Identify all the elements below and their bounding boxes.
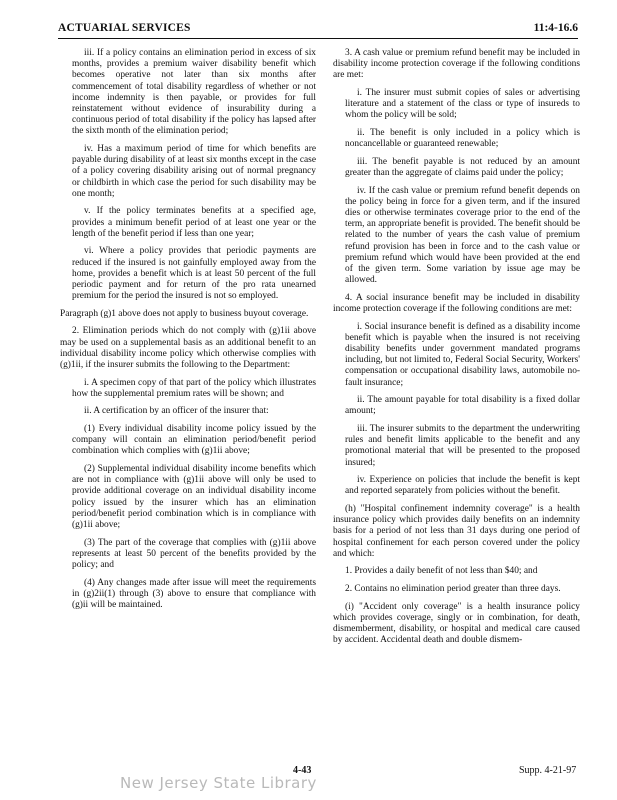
paragraph-g4ii: ii. The amount payable for total disability is a fixed dollar amount; xyxy=(345,395,580,417)
paragraph-g3i: i. The insurer must submit copies of sales or advertising literature and a statement of the class or type of insureds to whom the policy will be sold; xyxy=(345,88,580,121)
library-watermark: New Jersey State Library xyxy=(120,774,317,792)
header-section-number: 11:4-16.6 xyxy=(533,22,578,34)
paragraph-g1-note: Paragraph (g)1 above does not apply to business buyout coverage. xyxy=(60,308,309,319)
paragraph-g4i: i. Social insurance benefit is defined as a disability income benefit which is payable when the insured is not receiving disability benefits under government mandated programs including, but not limited to, Federal Social Security, Workers' compensation or occupational disability laws, automobile no-fault insurance; xyxy=(345,321,580,388)
paragraph-g2ii-4: (4) Any changes made after issue will meet the requirements in (g)2ii(1) through (3) above to ensure that compliance with (g)ii will be maintained. xyxy=(72,577,316,611)
paragraph-g4iii: iii. The insurer submits to the department the underwriting rules and benefit limits applicable to the benefit and any promotional material that will be presented to the proposed insured; xyxy=(345,424,580,468)
paragraph-g2ii-1: (1) Every individual disability income policy issued by the company will contain an elimination period/benefit period combination which complies with (g)1ii above; xyxy=(72,424,316,457)
paragraph-g3iv: iv. If the cash value or premium refund benefit depends on the policy being in force for a given term, and if the insured dies or otherwise terminates coverage prior to the end of the term, an appropriate benefit is provided. The benefit should be related to the number of years the cash value of premium refund provision has been in force and to the cash value or premium refund which would have been provided at the end of the given term. Some variation by issue age may be allowed. xyxy=(345,185,580,286)
paragraph-g1vi: vi. Where a policy provides that periodic payments are reduced if the insured is not gainfully employed away from the home, provides a benefit which is at least 50 percent of the full periodic payment and for return of the pro rata unearned premium for the period the insured is not so employed. xyxy=(72,246,316,302)
left-column xyxy=(60,48,316,618)
paragraph-i: (i) "Accident only coverage" is a health insurance policy which provides coverage, singly or in combination, for death, dismemberment, disability, or hospital and medical care caused by accident. Accidental death and double dismem- xyxy=(333,601,580,646)
paragraph-g2ii: ii. A certification by an officer of the insurer that: xyxy=(84,406,269,417)
paragraph-g3: 3. A cash value or premium refund benefit may be included in disability income protection coverage if the following conditions are met: xyxy=(333,48,580,81)
paragraph-g4: 4. A social insurance benefit may be included in disability income protection coverage if the following conditions are met: xyxy=(333,292,580,315)
paragraph-g1iii: iii. If a policy contains an elimination period in excess of six months, provides a premium waiver disability benefit which becomes operative not later than six months after commencement of total disability regardless of whether or not income indemnity is then payable, or provides for full reinstatement without evidence of insurability during a continuous period of total disability if the policy has lapsed after the sixth month of the elimination period; xyxy=(72,48,316,137)
paragraph-h: (h) "Hospital confinement indemnity coverage" is a health insurance policy which provides daily benefits on an indemnity basis for a period of not less than 31 days during one period of hospital confinement for each person covered under the policy and which: xyxy=(333,504,580,559)
paragraph-g4iv: iv. Experience on policies that include the benefit is kept and reported separately from policies without the benefit. xyxy=(345,475,580,497)
paragraph-h1: 1. Provides a daily benefit of not less than $40; and xyxy=(345,566,538,577)
page-number: 4-43 xyxy=(293,765,312,776)
paragraph-g3iii: iii. The benefit payable is not reduced by an amount greater than the aggregate of claims paid under the policy; xyxy=(345,156,580,178)
paragraph-g2ii-3: (3) The part of the coverage that complies with (g)1ii above represents at least 50 percent of the benefits provided by the policy; and xyxy=(72,537,316,571)
paragraph-g2: 2. Elimination periods which do not comply with (g)1ii above may be used on a supplemental basis as an additional benefit to an individual disability income policy which otherwise complies with (g)1ii, if the insurer submits the following to the Department: xyxy=(60,326,316,371)
paragraph-g1iv: iv. Has a maximum period of time for which benefits are payable during disability of at least six months except in the case of a policy covering disability arising out of normal pregnancy or childbirth in which case the period for such disability may be one month; xyxy=(72,144,316,199)
paragraph-h2: 2. Contains no elimination period greater than three days. xyxy=(345,584,561,595)
paragraph-g2i: i. A specimen copy of that part of the policy which illustrates how the supplemental premium rates will be shown; and xyxy=(72,377,316,399)
paragraph-g1v: v. If the policy terminates benefits at a specified age, provides a minimum benefit period of at least one year or the length of the benefit period if less than one year; xyxy=(72,206,316,239)
paragraph-g2ii-2: (2) Supplemental individual disability income benefits which are not in compliance with (g)1ii above will only be used to provide additional coverage on an individual disability income policy issued by the insurer which has an elimination period/benefit period combination which is in compliance with (g)1ii above; xyxy=(72,464,316,531)
header-title: ACTUARIAL SERVICES xyxy=(58,22,191,34)
supplement-date: Supp. 4-21-97 xyxy=(519,765,577,776)
right-column xyxy=(333,48,580,653)
running-header xyxy=(58,20,578,39)
paragraph-g3ii: ii. The benefit is only included in a policy which is noncancellable or guaranteed renewable; xyxy=(345,128,580,150)
